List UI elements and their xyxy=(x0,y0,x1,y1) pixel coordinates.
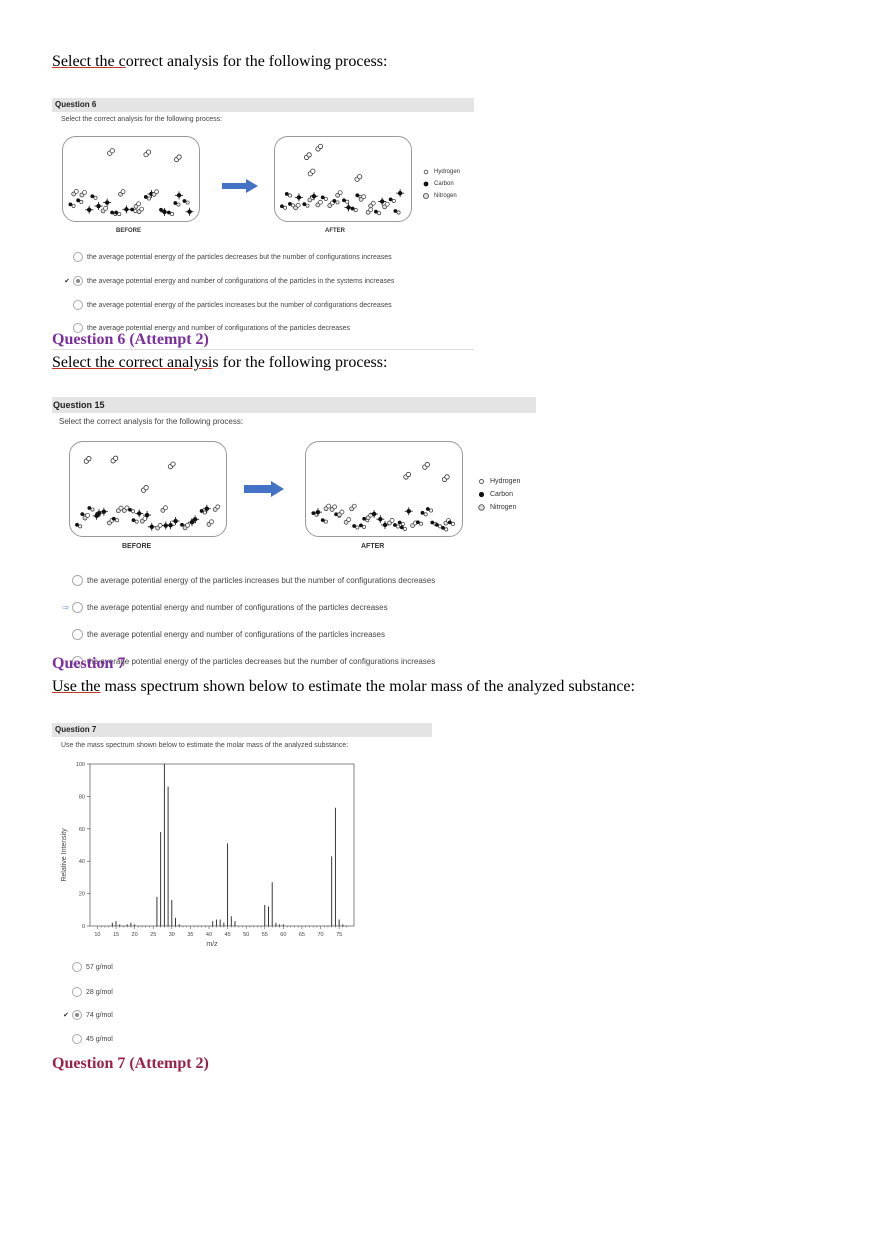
q6-prompt: Select the correct analysis for the following process: xyxy=(61,116,223,123)
q6-option-3-label: the average potential energy of the particles increases but the number of configurations decreases xyxy=(87,301,392,309)
condensed-molecule xyxy=(144,195,151,200)
condensed-molecule xyxy=(374,210,381,215)
q15-option-2-radio[interactable] xyxy=(72,602,83,613)
hydrogen-legend-icon xyxy=(422,168,430,176)
q7-screenshot-prompt: Use the mass spectrum shown below to estimate the molar mass of the analyzed substance: xyxy=(61,742,349,749)
condensed-molecule xyxy=(280,204,287,209)
condensed-molecule xyxy=(351,207,358,212)
x-tick-label: 70 xyxy=(317,932,324,938)
intro-rest: orrect analysis for the following process: xyxy=(125,53,388,70)
q15-after-box xyxy=(305,441,463,537)
condensed-molecule xyxy=(148,523,156,531)
condensed-molecule xyxy=(167,211,174,216)
condensed-molecule xyxy=(352,524,359,529)
condensed-molecule xyxy=(135,509,143,517)
q6-option-3[interactable] xyxy=(56,300,392,310)
q7-option-1[interactable] xyxy=(55,962,113,972)
condensed-molecule xyxy=(122,506,129,513)
condensed-molecule xyxy=(426,507,433,512)
q6-option-1-label: the average potential energy of the particles decreases but the number of configurations increases xyxy=(87,253,392,261)
condensed-molecule xyxy=(393,209,400,214)
q7-option-3[interactable] xyxy=(55,1010,113,1020)
condensed-molecule xyxy=(122,205,130,213)
q6-title-bar: Question 6 xyxy=(52,98,474,112)
q6-screenshot xyxy=(52,96,476,336)
q7-option-3-label: 74 g/mol xyxy=(86,1011,113,1019)
q6a2-prompt-underlined: Select the correct analysi xyxy=(52,354,213,371)
condensed-molecule xyxy=(128,508,135,513)
condensed-molecule xyxy=(441,526,448,531)
q6-option-4-label: the average potential energy and number of configurations of the particles decreases xyxy=(87,324,351,332)
q15-option-2[interactable] xyxy=(55,602,388,613)
condensed-molecule xyxy=(448,520,455,525)
q7-option-4-radio[interactable] xyxy=(72,1034,82,1044)
x-tick-label: 75 xyxy=(336,932,343,938)
carbon-legend-icon xyxy=(477,490,486,499)
condensed-molecule xyxy=(100,508,108,516)
q6-process-arrow-icon xyxy=(222,179,258,193)
y-tick-label: 100 xyxy=(75,762,85,768)
condensed-molecule xyxy=(207,520,214,527)
q6-after-label: AFTER xyxy=(325,228,345,234)
condensed-molecule xyxy=(400,525,407,530)
condensed-molecule xyxy=(421,511,428,516)
condensed-molecule xyxy=(389,198,396,203)
q7-option-4[interactable] xyxy=(55,1034,113,1044)
condensed-molecule xyxy=(72,189,79,196)
q15-option-3-label: the average potential energy and number of configurations of the particles increases xyxy=(87,630,385,639)
gas-molecule xyxy=(304,153,311,160)
q7-option-3-check-icon: ✔ xyxy=(63,1012,69,1019)
y-tick-label: 40 xyxy=(78,859,85,866)
condensed-molecule xyxy=(183,199,190,204)
q6-legend xyxy=(422,166,460,202)
q6-legend-carbon: Carbon xyxy=(434,181,454,187)
y-tick-label: 80 xyxy=(78,794,85,801)
q15-option-2-arrow-icon: ⇨ xyxy=(62,603,69,612)
condensed-molecule xyxy=(156,523,163,530)
q7-attempt2-heading: Question 7 (Attempt 2) xyxy=(52,1055,209,1072)
gas-molecule xyxy=(84,456,91,463)
q6-option-3-radio[interactable] xyxy=(73,300,83,310)
condensed-molecule xyxy=(316,200,323,207)
q15-option-4-label: the average potential energy of the particles decreases but the number of configurations increases xyxy=(87,657,436,666)
q15-option-2-label: the average potential energy and number of configurations of the particles decreases xyxy=(87,603,388,612)
q15-before-particles xyxy=(70,442,226,536)
q15-process-arrow-icon xyxy=(244,481,284,497)
condensed-molecule xyxy=(336,191,343,198)
q6-after-particles xyxy=(275,137,411,221)
q6-option-2-label: the average potential energy and number of configurations of the particles in the systems increases xyxy=(87,277,395,285)
q15-option-1[interactable] xyxy=(55,575,435,586)
q7-option-4-label: 45 g/mol xyxy=(86,1035,113,1043)
q15-option-1-label: the average potential energy of the particles increases but the number of configurations decreases xyxy=(87,576,436,585)
x-tick-label: 15 xyxy=(112,932,120,938)
q15-title-bar: Question 15 xyxy=(52,397,536,413)
condensed-molecule xyxy=(376,515,384,523)
condensed-molecule xyxy=(387,518,394,525)
condensed-molecule xyxy=(285,192,292,197)
gas-molecule xyxy=(316,144,323,151)
condensed-molecule xyxy=(186,208,194,216)
condensed-molecule xyxy=(321,518,328,523)
nitrogen-legend-icon xyxy=(422,192,430,200)
q15-option-1-radio[interactable] xyxy=(72,575,83,586)
q7-heading: Question 7 xyxy=(52,655,126,672)
condensed-molecule xyxy=(302,202,309,207)
condensed-molecule xyxy=(172,517,180,525)
mass-spectrum-chart xyxy=(56,760,356,956)
gas-molecule xyxy=(404,472,411,479)
gas-molecule xyxy=(442,475,449,482)
q6-before-particles xyxy=(63,137,199,221)
condensed-molecule xyxy=(359,524,366,529)
condensed-molecule xyxy=(85,206,93,214)
hydrogen-legend-icon xyxy=(477,477,486,486)
y-axis-label: Relative Intensity xyxy=(61,828,68,882)
y-tick-label: 0 xyxy=(81,924,85,930)
x-tick-label: 45 xyxy=(224,932,231,938)
gas-molecule xyxy=(308,169,315,176)
condensed-molecule xyxy=(295,193,303,201)
condensed-molecule xyxy=(330,505,337,512)
condensed-molecule xyxy=(344,518,351,525)
x-tick-label: 40 xyxy=(205,932,213,938)
condensed-molecule xyxy=(369,201,376,208)
y-tick-label: 20 xyxy=(78,891,85,898)
q7-option-1-radio[interactable] xyxy=(72,962,82,972)
condensed-molecule xyxy=(118,190,125,197)
condensed-molecule xyxy=(183,523,190,530)
q7-doc-prompt xyxy=(52,678,635,696)
q15-legend-carbon: Carbon xyxy=(490,491,513,498)
plot-frame xyxy=(90,764,354,926)
condensed-molecule xyxy=(175,191,183,199)
q6-option-1-radio[interactable] xyxy=(73,252,83,262)
q6-option-2-check-icon: ✔ xyxy=(64,278,70,285)
gas-molecule xyxy=(108,149,115,156)
q7-prompt-underlined: Use the xyxy=(52,678,101,695)
condensed-molecule xyxy=(213,505,220,512)
q6-bottom-divider xyxy=(52,349,474,350)
condensed-molecule xyxy=(137,207,144,214)
condensed-molecule xyxy=(116,506,123,513)
q6-legend-hydrogen: Hydrogen xyxy=(434,169,461,175)
q15-after-label: AFTER xyxy=(361,543,385,550)
condensed-molecule xyxy=(321,195,328,200)
condensed-molecule xyxy=(337,510,344,517)
q15-option-3-radio[interactable] xyxy=(72,629,83,640)
q7-option-2[interactable] xyxy=(55,987,113,997)
q7-title-bar: Question 7 xyxy=(52,723,432,737)
carbon-legend-icon xyxy=(422,180,430,188)
condensed-molecule xyxy=(68,202,75,207)
condensed-molecule xyxy=(383,202,390,209)
gas-molecule xyxy=(144,150,151,157)
x-tick-label: 60 xyxy=(280,932,287,938)
q7-prompt-rest: mass spectrum shown below to estimate the molar mass of the analyzed substance: xyxy=(100,678,635,695)
x-axis-label: m/z xyxy=(206,941,218,948)
q6-before-box xyxy=(62,136,200,222)
q15-legend xyxy=(477,475,520,514)
q7-option-2-label: 28 g/mol xyxy=(86,988,113,996)
gas-molecule xyxy=(111,456,118,463)
condensed-molecule xyxy=(435,523,442,528)
condensed-molecule xyxy=(134,202,141,209)
q7-option-1-label: 57 g/mol xyxy=(86,963,113,971)
q6-after-box xyxy=(274,136,412,222)
x-tick-label: 25 xyxy=(150,932,157,938)
y-tick-label: 60 xyxy=(78,826,85,833)
gas-molecule xyxy=(168,462,175,469)
condensed-molecule xyxy=(101,206,108,213)
intro-underlined: Select the c xyxy=(52,53,126,70)
condensed-molecule xyxy=(132,518,139,523)
x-tick-label: 55 xyxy=(261,932,268,938)
q15-before-label: BEFORE xyxy=(122,543,152,550)
gas-molecule xyxy=(174,155,181,162)
condensed-molecule xyxy=(396,189,404,197)
q7-option-2-radio[interactable] xyxy=(72,987,82,997)
q7-screenshot xyxy=(52,722,434,1048)
condensed-molecule xyxy=(324,504,331,511)
q15-after-particles xyxy=(306,442,462,536)
condensed-molecule xyxy=(80,190,87,197)
condensed-molecule xyxy=(405,507,413,515)
q15-legend-nitrogen: Nitrogen xyxy=(490,504,517,511)
condensed-molecule xyxy=(173,201,180,206)
condensed-molecule xyxy=(350,504,357,511)
gas-molecule xyxy=(423,462,430,469)
q15-screenshot xyxy=(52,396,538,672)
x-tick-label: 65 xyxy=(298,932,306,938)
x-tick-label: 30 xyxy=(168,932,175,938)
condensed-molecule xyxy=(167,521,175,529)
q6a2-prompt-rest: s for the following process: xyxy=(212,354,388,371)
q6-legend-nitrogen: Nitrogen xyxy=(434,193,457,199)
x-tick-label: 20 xyxy=(131,932,138,938)
x-tick-label: 10 xyxy=(94,932,101,938)
q6-option-2[interactable] xyxy=(56,276,394,286)
condensed-molecule xyxy=(95,202,103,210)
q15-prompt: Select the correct analysis for the following process: xyxy=(59,417,244,426)
q15-before-box xyxy=(69,441,227,537)
x-tick-label: 50 xyxy=(243,932,250,938)
condensed-molecule xyxy=(103,199,111,207)
q6-before-label: BEFORE xyxy=(116,228,142,234)
condensed-molecule xyxy=(152,190,159,197)
condensed-molecule xyxy=(366,208,373,215)
q15-option-3[interactable] xyxy=(55,629,385,640)
condensed-molecule xyxy=(76,198,83,203)
q15-legend-hydrogen: Hydrogen xyxy=(490,478,521,485)
condensed-molecule xyxy=(90,194,97,199)
gas-molecule xyxy=(141,485,148,492)
condensed-molecule xyxy=(87,506,94,511)
q6-option-2-radio[interactable] xyxy=(73,276,83,286)
condensed-molecule xyxy=(75,523,82,528)
condensed-molecule xyxy=(342,198,349,203)
q6-attempt2-heading: Question 6 (Attempt 2) xyxy=(52,331,209,348)
intro-text xyxy=(52,53,387,71)
q7-option-3-radio[interactable] xyxy=(72,1010,82,1020)
gas-molecule xyxy=(355,174,362,181)
condensed-molecule xyxy=(161,506,168,513)
q6-option-1[interactable] xyxy=(56,252,392,262)
condensed-molecule xyxy=(140,517,147,524)
condensed-molecule xyxy=(288,202,295,207)
q6a2-prompt xyxy=(52,354,387,372)
x-tick-label: 35 xyxy=(187,932,194,938)
nitrogen-legend-icon xyxy=(477,503,486,512)
